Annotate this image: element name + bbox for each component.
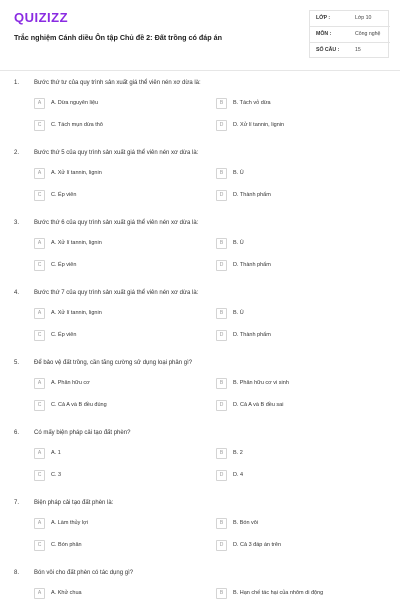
option-letter-box: B [216,448,227,459]
meta-value: 15 [355,47,361,53]
option-text: B. Ủ [233,310,244,316]
answer-option-c[interactable] [34,119,188,133]
question-number: 2. [14,150,20,156]
meta-info-table [309,10,389,58]
answer-option-b[interactable] [216,237,370,251]
question-item [0,360,400,430]
question-item [0,220,400,290]
option-letter-box: D [216,190,227,201]
question-number: 5. [14,360,20,366]
meta-value: Lớp 10 [355,15,372,21]
option-text: D. Xử lí tannin, lignin [233,122,285,128]
option-letter-box: B [216,168,227,179]
option-letter-box: D [216,330,227,341]
question-text: Bước thứ 5 của quy trình sản xuất giá thể viên nén xơ dừa là: [34,150,199,156]
option-letter-box: A [34,378,45,389]
option-text: A. Phân hữu cơ [51,380,90,386]
answer-option-c[interactable] [34,399,188,413]
option-text: A. Làm thủy lợi [51,520,88,526]
option-text: B. Ủ [233,170,244,176]
question-item [0,430,400,500]
answer-option-c[interactable] [34,189,188,203]
option-letter-box: B [216,98,227,109]
option-text: B. Bón vôi [233,520,259,526]
option-text: C. Bón phân [51,542,82,548]
option-letter-box: D [216,540,227,551]
option-letter-box: C [34,400,45,411]
answer-option-a[interactable] [34,517,188,531]
document-header [0,0,400,76]
question-item [0,290,400,360]
option-letter-box: A [34,448,45,459]
option-text: C. Cả A và B đều đúng [51,402,107,408]
option-letter-box: C [34,540,45,551]
answer-option-a[interactable] [34,167,188,181]
option-letter-box: B [216,238,227,249]
question-text: Bước thứ 6 của quy trình sản xuất giá thể viên nén xơ dừa là: [34,220,199,226]
question-text: Bước thứ 7 của quy trình sản xuất giá thể viên nén xơ dừa là: [34,290,199,296]
option-text: D. Thành phẩm [233,262,271,268]
answer-option-b[interactable] [216,517,370,531]
option-letter-box: C [34,190,45,201]
option-text: D. Thành phẩm [233,332,271,338]
option-text: A. 1 [51,450,61,456]
answer-option-d[interactable] [216,399,370,413]
meta-row-subject [310,27,390,43]
meta-label: SỐ CÂU : [316,47,340,53]
answer-option-d[interactable] [216,119,370,133]
answer-option-b[interactable] [216,97,370,111]
answer-option-a[interactable] [34,97,188,111]
option-letter-box: A [34,308,45,319]
answer-option-a[interactable] [34,587,188,600]
option-text: D. Cả 3 đáp án trên [233,542,282,548]
option-text: C. Tách mụn dừa thô [51,122,103,128]
option-text: A. Khử chua [51,590,82,596]
answer-option-a[interactable] [34,237,188,251]
question-item [0,500,400,570]
question-number: 6. [14,430,20,436]
answer-option-b[interactable] [216,377,370,391]
option-letter-box: A [34,168,45,179]
option-text: A. Xử lí tannin, lignin [51,170,102,176]
option-letter-box: D [216,260,227,271]
option-letter-box: D [216,120,227,131]
option-letter-box: B [216,378,227,389]
question-text: Biện pháp cải tạo đất phèn là: [34,500,114,506]
meta-label: LỚP : [316,15,331,21]
option-text: B. Hạn chế tác hại của nhôm di động [233,590,324,596]
question-number: 3. [14,220,20,226]
option-text: A. Dừa nguyên liệu [51,100,99,106]
answer-option-b[interactable] [216,587,370,600]
question-item [0,80,400,150]
meta-row-count [310,43,390,59]
option-text: D. Thành phẩm [233,192,271,198]
question-text: Bón vôi cho đất phèn có tác dụng gì? [34,570,134,576]
meta-value: Công nghệ [355,31,381,37]
option-text: C. Ép viên [51,262,77,268]
option-letter-box: C [34,470,45,481]
answer-option-a[interactable] [34,377,188,391]
question-item [0,570,400,600]
answer-option-c[interactable] [34,469,188,483]
answer-option-b[interactable] [216,307,370,321]
option-text: D. 4 [233,472,244,478]
answer-option-b[interactable] [216,447,370,461]
answer-option-d[interactable] [216,539,370,553]
option-letter-box: D [216,400,227,411]
option-text: B. 2 [233,450,243,456]
option-letter-box: C [34,260,45,271]
option-text: B. Tách vỏ dừa [233,100,271,106]
option-letter-box: D [216,470,227,481]
answer-option-c[interactable] [34,259,188,273]
option-letter-box: A [34,518,45,529]
page-title: Trắc nghiệm Cánh diều Ôn tập Chủ đề 2: Đất trồng có đáp án [14,33,223,42]
option-letter-box: B [216,588,227,599]
option-letter-box: B [216,308,227,319]
question-number: 4. [14,290,20,296]
quizizz-logo: QUIZIZZ [14,10,69,25]
answer-option-b[interactable] [216,167,370,181]
option-letter-box: B [216,518,227,529]
answer-option-d[interactable] [216,259,370,273]
option-text: C. Ép viên [51,192,77,198]
option-text: A. Xử lí tannin, lignin [51,310,102,316]
option-text: D. Cả A và B đều sai [233,402,284,408]
question-number: 7. [14,500,20,506]
option-letter-box: A [34,588,45,599]
answer-option-d[interactable] [216,329,370,343]
option-text: C. Ép viên [51,332,77,338]
header-divider [0,70,400,71]
question-text: Để bảo vệ đất trồng, cần tăng cường sử dụng loại phân gì? [34,360,193,366]
meta-label: MÔN : [316,31,332,37]
question-number: 1. [14,80,20,86]
option-letter-box: A [34,238,45,249]
option-text: C. 3 [51,472,62,478]
option-letter-box: A [34,98,45,109]
option-text: A. Xử lí tannin, lignin [51,240,102,246]
answer-option-d[interactable] [216,189,370,203]
option-letter-box: C [34,120,45,131]
question-text: Có mấy biện pháp cải tạo đất phèn? [34,430,131,436]
option-text: B. Phân hữu cơ vi sinh [233,380,289,386]
answer-option-a[interactable] [34,307,188,321]
answer-option-d[interactable] [216,469,370,483]
answer-option-c[interactable] [34,539,188,553]
question-text: Bước thứ tư của quy trình sản xuất giá thể viên nén xơ dừa là: [34,80,201,86]
meta-row-class [310,11,390,27]
question-item [0,150,400,220]
option-text: B. Ủ [233,240,244,246]
answer-option-c[interactable] [34,329,188,343]
answer-option-a[interactable] [34,447,188,461]
question-number: 8. [14,570,20,576]
option-letter-box: C [34,330,45,341]
